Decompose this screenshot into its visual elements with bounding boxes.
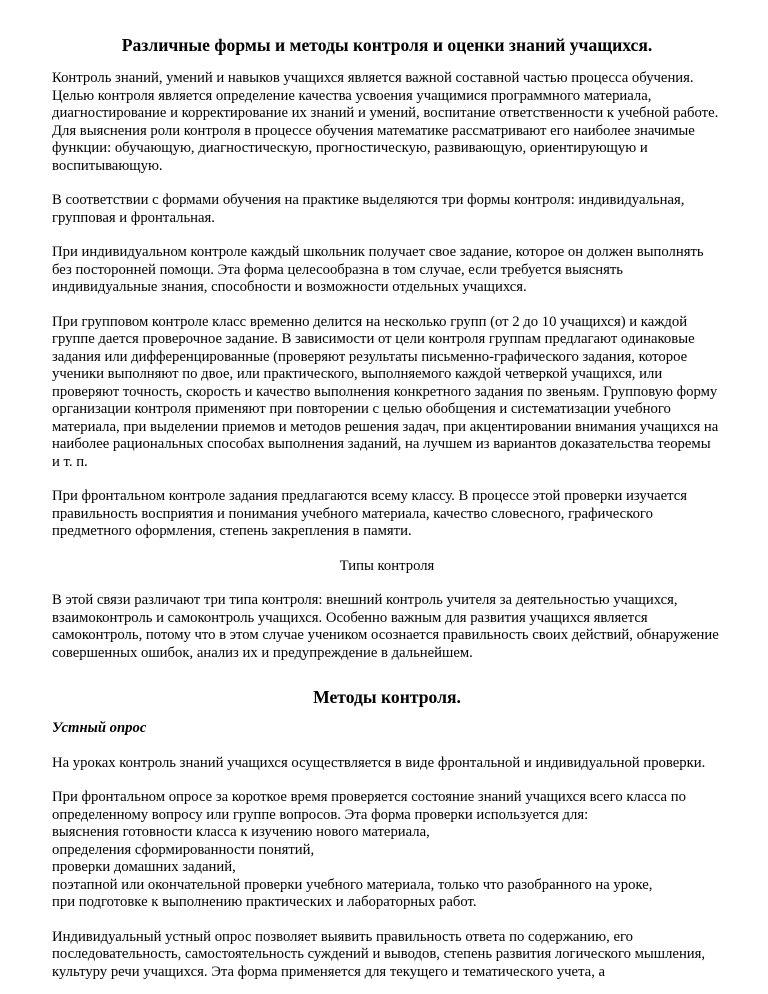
frontal-survey-block bbox=[52, 789, 722, 912]
paragraph-frontal-control: При фронтальном контроле задания предлагаются всему классу. В процессе этой проверки изучается правильность восприятия и понимания учебного материала, качество словесного, графического предметного оформления, степень закрепления в памяти. bbox=[52, 488, 688, 539]
frontal-line: при подготовке к выполнению практических и лабораторных работ. bbox=[52, 894, 477, 910]
oral-survey-heading: Устный опрос bbox=[52, 720, 147, 736]
paragraph-intro: Контроль знаний, умений и навыков учащихся является важной составной частью процесса обучения. Целью контроля является определение качества усвоения учащимися программного материала, диагностирование и корректирование их знаний и умений, воспитание ответственности к учебной работе. Для выяснения роли контроля в процессе обучения математике рассматривают его наиболее значимые функции: обучающую, диагностическую, прогностическую, развивающую, ориентирующую и воспитывающую. bbox=[52, 70, 719, 174]
frontal-line: определения сформированности понятий, bbox=[52, 841, 315, 858]
paragraph-individual-control: При индивидуальном контроле каждый школьник получает свое задание, которое он должен выполнять без посторонней помощи. Эта форма целесообразна в том случае, если требуется выяснять индивидуальные знания, способности и возможности отдельных учащихся. bbox=[52, 244, 704, 295]
paragraph-oral-intro: На уроках контроль знаний учащихся осуществляется в виде фронтальной и индивидуальной проверки. bbox=[52, 754, 706, 771]
frontal-line: При фронтальном опросе за короткое время проверяется состояние знаний учащихся всего класса по определенному вопросу или группе вопросов. Эта форма проверки используется для: bbox=[52, 789, 686, 823]
types-heading: Типы контроля bbox=[339, 557, 435, 574]
paragraph-group-control: При групповом контроле класс временно делится на несколько групп (от 2 до 10 учащихся) и каждой группе дается проверочное задание. В зависимости от цели контроля группам предлагают одинаковые задания или дифференцированные (проверяют результаты письменно-графического задания, которое ученики выполняют по двое, или практического, выполняемого каждой четверкой учащихся, или проверяют точность, скорость и качество выполнения конкретного задания по звеньям. Групповую форму организации контроля применяют при повторении с целью обобщения и систематизации учебного материала, при выделении приемов и методов решения задач, при акцентировании внимания учащихся на наиболее рациональных способах выполнения заданий, на лучшем из вариантов доказательства теоремы и т. п. bbox=[52, 313, 719, 470]
methods-title: Методы контроля. bbox=[313, 687, 461, 707]
paragraph-types: В этой связи различают три типа контроля: внешний контроль учителя за деятельностью учащихся, взаимоконтроль и самоконтроль учащихся. Особенно важным для развития учащихся является самоконтроль, потому что в этом случае учеником осознается правильность своих действий, обнаружение совершенных ошибок, анализ их и предупреждение в дальнейшем. bbox=[52, 592, 719, 661]
paragraph-forms: В соответствии с формами обучения на практике выделяются три формы контроля: индивидуальная, групповая и фронтальная. bbox=[52, 192, 685, 226]
frontal-line: проверки домашних заданий, bbox=[52, 859, 236, 875]
frontal-line: поэтапной или окончательной проверки учебного материала, только что разобранного на уроке, bbox=[52, 876, 653, 893]
document-title: Различные формы и методы контроля и оценки знаний учащихся. bbox=[121, 35, 653, 55]
frontal-line: выяснения готовности класса к изучению нового материала, bbox=[52, 824, 430, 840]
paragraph-individual-oral: Индивидуальный устный опрос позволяет выявить правильность ответа по содержанию, его последовательность, самостоятельность суждений и выводов, степень развития логического мышления, культуру речи учащихся. Эта форма применяется для текущего и тематического учета, а bbox=[52, 928, 706, 980]
